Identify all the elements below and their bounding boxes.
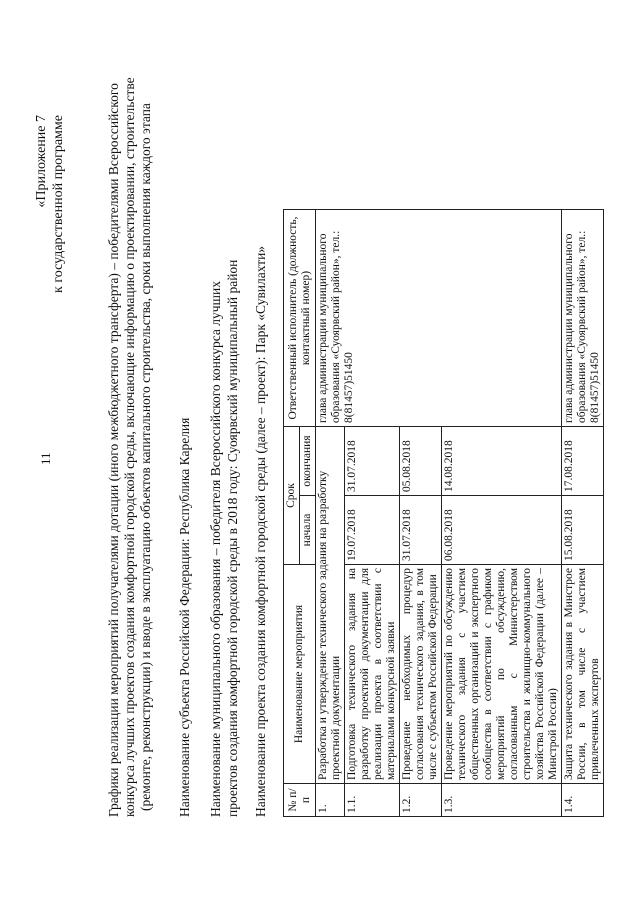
table-row — [562, 210, 604, 817]
municipality-line: Наименование муниципального образования – победителя Всероссийского конкурса лучших проектов создания комфортной городской среды в 2018 году: Суоярвский муниципальный район — [208, 259, 240, 817]
description-line: Графики реализации мероприятий получателями дотации (иного межбюджетного трансферта) – победителями Всероссийского — [106, 83, 121, 817]
row-name: Защита технического задания в Минстрое России, в том числе с участием привлеченных экспертов — [562, 565, 604, 784]
project-line: Наименование проекта создания комфортной городской среды (далее – проект): Парк «Сувилахти» — [253, 245, 268, 817]
row-num: 1.2. — [400, 784, 442, 817]
description-line: конкурса лучших проектов создания комфортной городской среды, включающие информацию о проектировании, строительстве — [122, 77, 137, 817]
header-name: Наименование мероприятия — [284, 565, 316, 784]
row-name: Подготовка технического задания на разработку проектной документации для реализации проекта в соответствии с материалами конкурсной заявки — [345, 565, 400, 784]
header-num: № п/п — [284, 784, 316, 817]
row-start: 31.07.2018 — [400, 496, 442, 565]
row-num: 1.1. — [345, 784, 400, 817]
row-end: 31.07.2018 — [345, 427, 400, 496]
responsible-text: глава администрации муниципального образования «Суоярвский район», тел.: 8(81457)51450 — [317, 230, 355, 423]
appendix-title: «Приложение 7 — [34, 115, 49, 208]
row-start: 15.08.2018 — [562, 496, 604, 565]
row-end: 17.08.2018 — [562, 427, 604, 496]
header-responsible: Ответственный исполнитель (должность, контактный номер) — [284, 210, 316, 427]
row-num: 1.3. — [442, 784, 562, 817]
header-term: Срок — [284, 427, 300, 565]
page-number: 11 — [38, 452, 53, 465]
header-start: начала — [300, 496, 316, 565]
section-num: 1. — [316, 784, 345, 817]
row-num: 1.4. — [562, 784, 604, 817]
appendix-subtitle: к государственной программе — [51, 115, 66, 293]
description-line: (ремонте, реконструкции) и вводе в эксплуатацию объектов капитального строительства, сроки выполнения каждого этапа — [138, 103, 153, 811]
row-start: 19.07.2018 — [345, 496, 400, 565]
row-name: Проведение мероприятий по обсуждению технического задания с участием общественных организаций и экспертного сообщества в соответствии с графиком мероприятий по обсуждению, согласованным с Министерством строительства и жилищно-коммунального хозяйства Российской Федерации (далее – Минстрой России) — [442, 565, 562, 784]
schedule-table — [283, 209, 604, 817]
row-name: Проведение необходимых процедур согласования технического задания, в том числе с субъектом Российской Федерации — [400, 565, 442, 784]
section-row — [316, 210, 345, 817]
table-header-row — [284, 210, 300, 817]
subject-line: Наименование субъекта Российской Федерации: Республика Карелия — [177, 417, 192, 817]
row-responsible: глава администрации муниципального образования «Суоярвский район», тел.: 8(81457)51450 — [562, 210, 604, 427]
header-end: окончания — [300, 427, 316, 496]
document-description — [106, 77, 154, 817]
row-end: 14.08.2018 — [442, 427, 562, 496]
section-responsible-cell — [316, 210, 562, 427]
row-start: 06.08.2018 — [442, 496, 562, 565]
section-title: Разработка и утверждение технического задания на разработку проектной документации — [316, 427, 345, 784]
row-end: 05.08.2018 — [400, 427, 442, 496]
